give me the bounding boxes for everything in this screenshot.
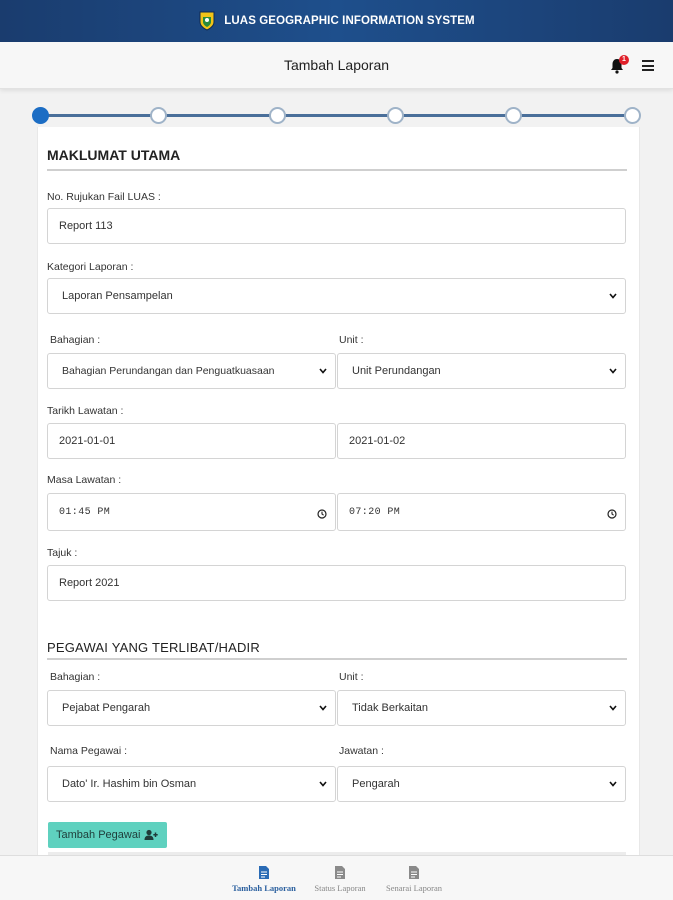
- tajuk-label: Tajuk :: [47, 547, 78, 559]
- app-title: LUAS GEOGRAPHIC INFORMATION SYSTEM: [224, 15, 475, 27]
- kategori-label: Kategori Laporan :: [47, 261, 134, 273]
- chevron-down-icon: [609, 368, 617, 374]
- unit-label: Unit :: [339, 334, 364, 346]
- kategori-select[interactable]: Laporan Pensampelan: [47, 278, 626, 314]
- section-title-maklumat: MAKLUMAT UTAMA: [47, 147, 181, 163]
- notification-badge: 1: [619, 55, 629, 65]
- add-pegawai-button[interactable]: [48, 822, 167, 848]
- progress-stepper: [40, 106, 632, 126]
- clock-icon[interactable]: [607, 509, 617, 519]
- step-1[interactable]: [32, 107, 49, 124]
- clock-icon[interactable]: [317, 509, 327, 519]
- step-4[interactable]: [387, 107, 404, 124]
- chevron-down-icon: [319, 368, 327, 374]
- step-5[interactable]: [505, 107, 522, 124]
- menu-icon[interactable]: [642, 60, 654, 71]
- tarikh-label: Tarikh Lawatan :: [47, 405, 124, 417]
- document-icon: [408, 865, 420, 880]
- pegawai-bahagian-label: Bahagian :: [50, 671, 101, 683]
- section-divider: [47, 658, 627, 660]
- page-title: Tambah Laporan: [283, 57, 390, 73]
- section-divider: [47, 169, 627, 171]
- chevron-down-icon: [609, 705, 617, 711]
- jawatan-label: Jawatan :: [339, 745, 384, 757]
- rujukan-input[interactable]: Report 113: [47, 208, 626, 244]
- bottom-nav: [0, 855, 673, 900]
- tarikh-from-input[interactable]: 2021-01-01: [47, 423, 336, 459]
- pegawai-unit-select[interactable]: Tidak Berkaitan: [337, 690, 626, 726]
- jawatan-select[interactable]: Pengarah: [337, 766, 626, 802]
- page-header: [0, 42, 673, 89]
- logo-icon: [198, 10, 216, 32]
- section-title-pegawai: PEGAWAI YANG TERLIBAT/HADIR: [47, 640, 260, 655]
- pegawai-bahagian-select[interactable]: Pejabat Pengarah: [47, 690, 336, 726]
- document-icon: [258, 865, 270, 880]
- masa-to-input[interactable]: 07:20 PM: [337, 493, 626, 531]
- step-3[interactable]: [269, 107, 286, 124]
- document-icon: [334, 865, 346, 880]
- add-pegawai-label: Tambah Pegawai: [56, 829, 141, 841]
- tajuk-input[interactable]: Report 2021: [47, 565, 626, 601]
- bahagian-label: Bahagian :: [50, 334, 101, 346]
- step-6[interactable]: [624, 107, 641, 124]
- stepper-line: [40, 114, 632, 117]
- pegawai-unit-label: Unit :: [339, 671, 364, 683]
- masa-label: Masa Lawatan :: [47, 474, 122, 486]
- user-plus-icon: [144, 829, 158, 841]
- nav-tambah-laporan[interactable]: Tambah Laporan: [219, 865, 309, 893]
- app-bar: [0, 0, 673, 42]
- nama-pegawai-select[interactable]: Dato' Ir. Hashim bin Osman: [47, 766, 336, 802]
- bahagian-select[interactable]: Bahagian Perundangan dan Penguatkuasaan: [47, 353, 336, 389]
- rujukan-label: No. Rujukan Fail LUAS :: [47, 191, 161, 203]
- chevron-down-icon: [609, 293, 617, 299]
- chevron-down-icon: [609, 781, 617, 787]
- tarikh-to-input[interactable]: 2021-01-02: [337, 423, 626, 459]
- unit-select[interactable]: Unit Perundangan: [337, 353, 626, 389]
- nama-pegawai-label: Nama Pegawai :: [50, 745, 128, 757]
- masa-from-input[interactable]: 01:45 PM: [47, 493, 336, 531]
- nav-status-laporan[interactable]: Status Laporan: [295, 865, 385, 893]
- chevron-down-icon: [319, 781, 327, 787]
- nav-senarai-laporan[interactable]: Senarai Laporan: [369, 865, 459, 893]
- step-2[interactable]: [150, 107, 167, 124]
- chevron-down-icon: [319, 705, 327, 711]
